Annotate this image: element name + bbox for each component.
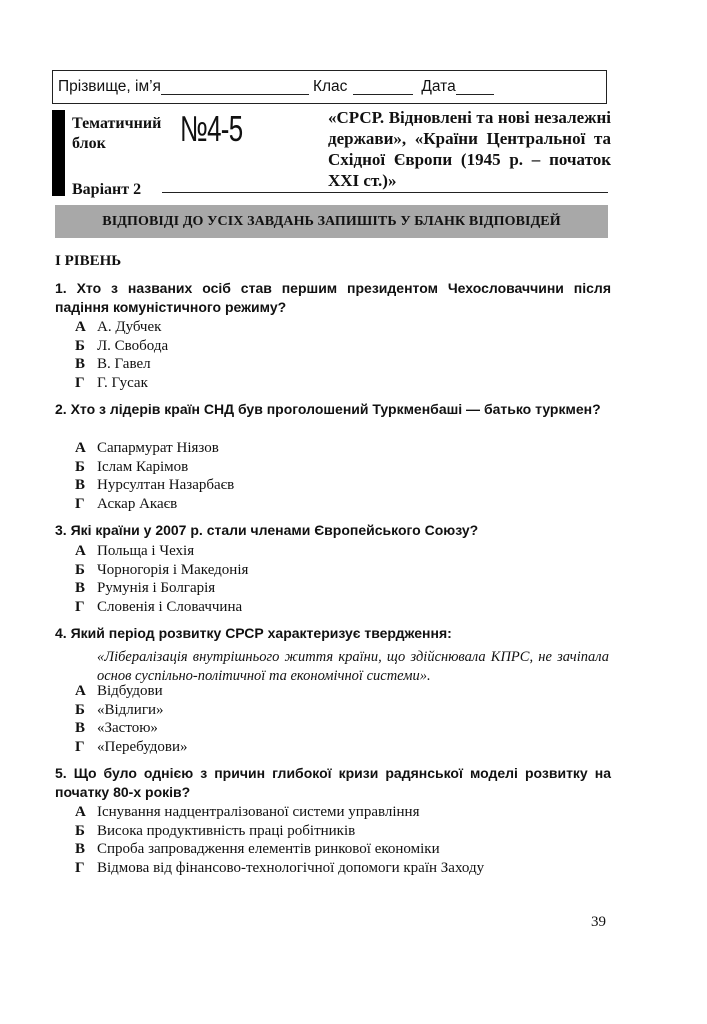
question-1-options <box>75 318 168 392</box>
option-letter: Г <box>75 374 85 391</box>
page-number: 39 <box>591 914 606 930</box>
option[interactable] <box>75 803 484 822</box>
option-text: Відбудови <box>97 683 163 699</box>
class-label: Клас <box>312 78 348 95</box>
theme-number: №4-5 <box>180 108 243 149</box>
option[interactable] <box>75 495 234 514</box>
option[interactable] <box>75 374 168 393</box>
option-letter: Г <box>75 738 85 755</box>
option-text: Існування надцентралізованої системи управління <box>97 804 420 820</box>
option[interactable] <box>75 598 248 617</box>
option-text: Сапармурат Ніязов <box>97 440 219 456</box>
option-letter: А <box>75 543 86 559</box>
question-4-options <box>75 682 188 756</box>
surname-label: Прізвище, ім’я <box>58 78 161 95</box>
class-blank <box>353 79 413 95</box>
option-text: Л. Свобода <box>97 337 169 354</box>
option[interactable] <box>75 561 248 580</box>
variant-label: Варіант 2 <box>72 181 142 198</box>
option[interactable] <box>75 719 188 738</box>
option-letter: В <box>75 477 86 493</box>
option[interactable] <box>75 738 188 757</box>
option[interactable] <box>75 355 168 374</box>
option[interactable] <box>75 439 234 458</box>
option-text: Висока продуктивність праці робітників <box>97 822 356 839</box>
question-4: 4. Який період розвитку СРСР характеризує твердження: <box>55 625 452 641</box>
option-letter: Г <box>75 495 85 512</box>
question-3: 3. Які країни у 2007 р. стали членами Європейського Союзу? <box>55 522 479 538</box>
theme-block-label <box>72 114 161 154</box>
option-letter: А <box>75 683 86 699</box>
option-text: В. Гавел <box>97 356 151 372</box>
option[interactable] <box>75 682 188 701</box>
theme-side-bar <box>52 110 65 196</box>
question-1: 1. Хто з названих осіб став першим президентом Чехословаччини після падіння комуністичного режиму? <box>55 280 611 315</box>
option[interactable] <box>75 318 168 337</box>
date-blank <box>456 79 494 95</box>
option[interactable] <box>75 840 484 859</box>
option-letter: Б <box>75 822 85 839</box>
option-text: Аскар Акаєв <box>97 495 178 512</box>
option-text: Польща і Чехія <box>97 543 195 559</box>
theme-label-line2: блок <box>72 135 106 152</box>
option[interactable] <box>75 476 234 495</box>
option-text: Нурсултан Назарбаєв <box>97 477 235 493</box>
option[interactable] <box>75 822 484 841</box>
option-text: А. Дубчек <box>97 319 162 335</box>
option-text: «Перебудови» <box>97 738 188 755</box>
option-letter: Б <box>75 458 85 475</box>
option[interactable] <box>75 337 168 356</box>
option-text: Іслам Карімов <box>97 458 189 475</box>
surname-blank <box>161 79 309 95</box>
option-text: Г. Гусак <box>97 374 148 391</box>
option-text: Відмова від фінансово-технологічної допомоги країн Заходу <box>97 859 485 876</box>
option-text: Спроба запровадження елементів ринкової економіки <box>97 841 440 857</box>
option-letter: Г <box>75 859 85 876</box>
option-letter: В <box>75 720 86 736</box>
option-text: «Застою» <box>97 720 158 736</box>
option-text: Чорногорія і Македонія <box>97 561 249 578</box>
question-5-options <box>75 803 484 877</box>
option[interactable] <box>75 579 248 598</box>
option-letter: А <box>75 804 86 820</box>
question-3-options <box>75 542 248 616</box>
option-letter: Г <box>75 598 85 615</box>
option-text: «Відлиги» <box>97 701 164 718</box>
option-letter: Б <box>75 337 85 354</box>
option-letter: Б <box>75 701 85 718</box>
option[interactable] <box>75 458 234 477</box>
variant-underline <box>162 192 608 193</box>
option-text: Румунія і Болгарія <box>97 580 216 596</box>
level-heading: І РІВЕНЬ <box>55 253 122 269</box>
option-letter: В <box>75 356 86 372</box>
instruction-banner: ВІДПОВІДІ ДО УСІХ ЗАВДАНЬ ЗАПИШІТЬ У БЛАНК ВІДПОВІДЕЙ <box>55 205 608 238</box>
option-text: Словенія і Словаччина <box>97 598 243 615</box>
question-2-options <box>75 439 234 513</box>
theme-label-line1: Тематичний <box>72 115 162 132</box>
option-letter: В <box>75 580 86 596</box>
theme-title: «СРСР. Відновлені та нові незалежні держави», «Країни Центральної та Східної Європи (1945 р. – початок XXI ст.)» <box>328 108 611 190</box>
option[interactable] <box>75 859 484 878</box>
student-info-box <box>52 70 607 104</box>
question-5: 5. Що було однією з причин глибокої кризи радянської моделі розвитку на початку 80-х років? <box>55 765 611 800</box>
option-letter: Б <box>75 561 85 578</box>
option[interactable] <box>75 542 248 561</box>
option-letter: А <box>75 319 86 335</box>
option-letter: А <box>75 440 86 456</box>
option[interactable] <box>75 701 188 720</box>
option-letter: В <box>75 841 86 857</box>
question-4-quote: «Лібералізація внутрішнього життя країни, що здійснювала КПРС, не зачіпала основ суспільно-політичної та економічної системи». <box>97 649 609 684</box>
question-2: 2. Хто з лідерів країн СНД був проголошений Туркменбаші — батько туркмен? <box>55 401 601 417</box>
date-label: Дата <box>421 78 456 95</box>
